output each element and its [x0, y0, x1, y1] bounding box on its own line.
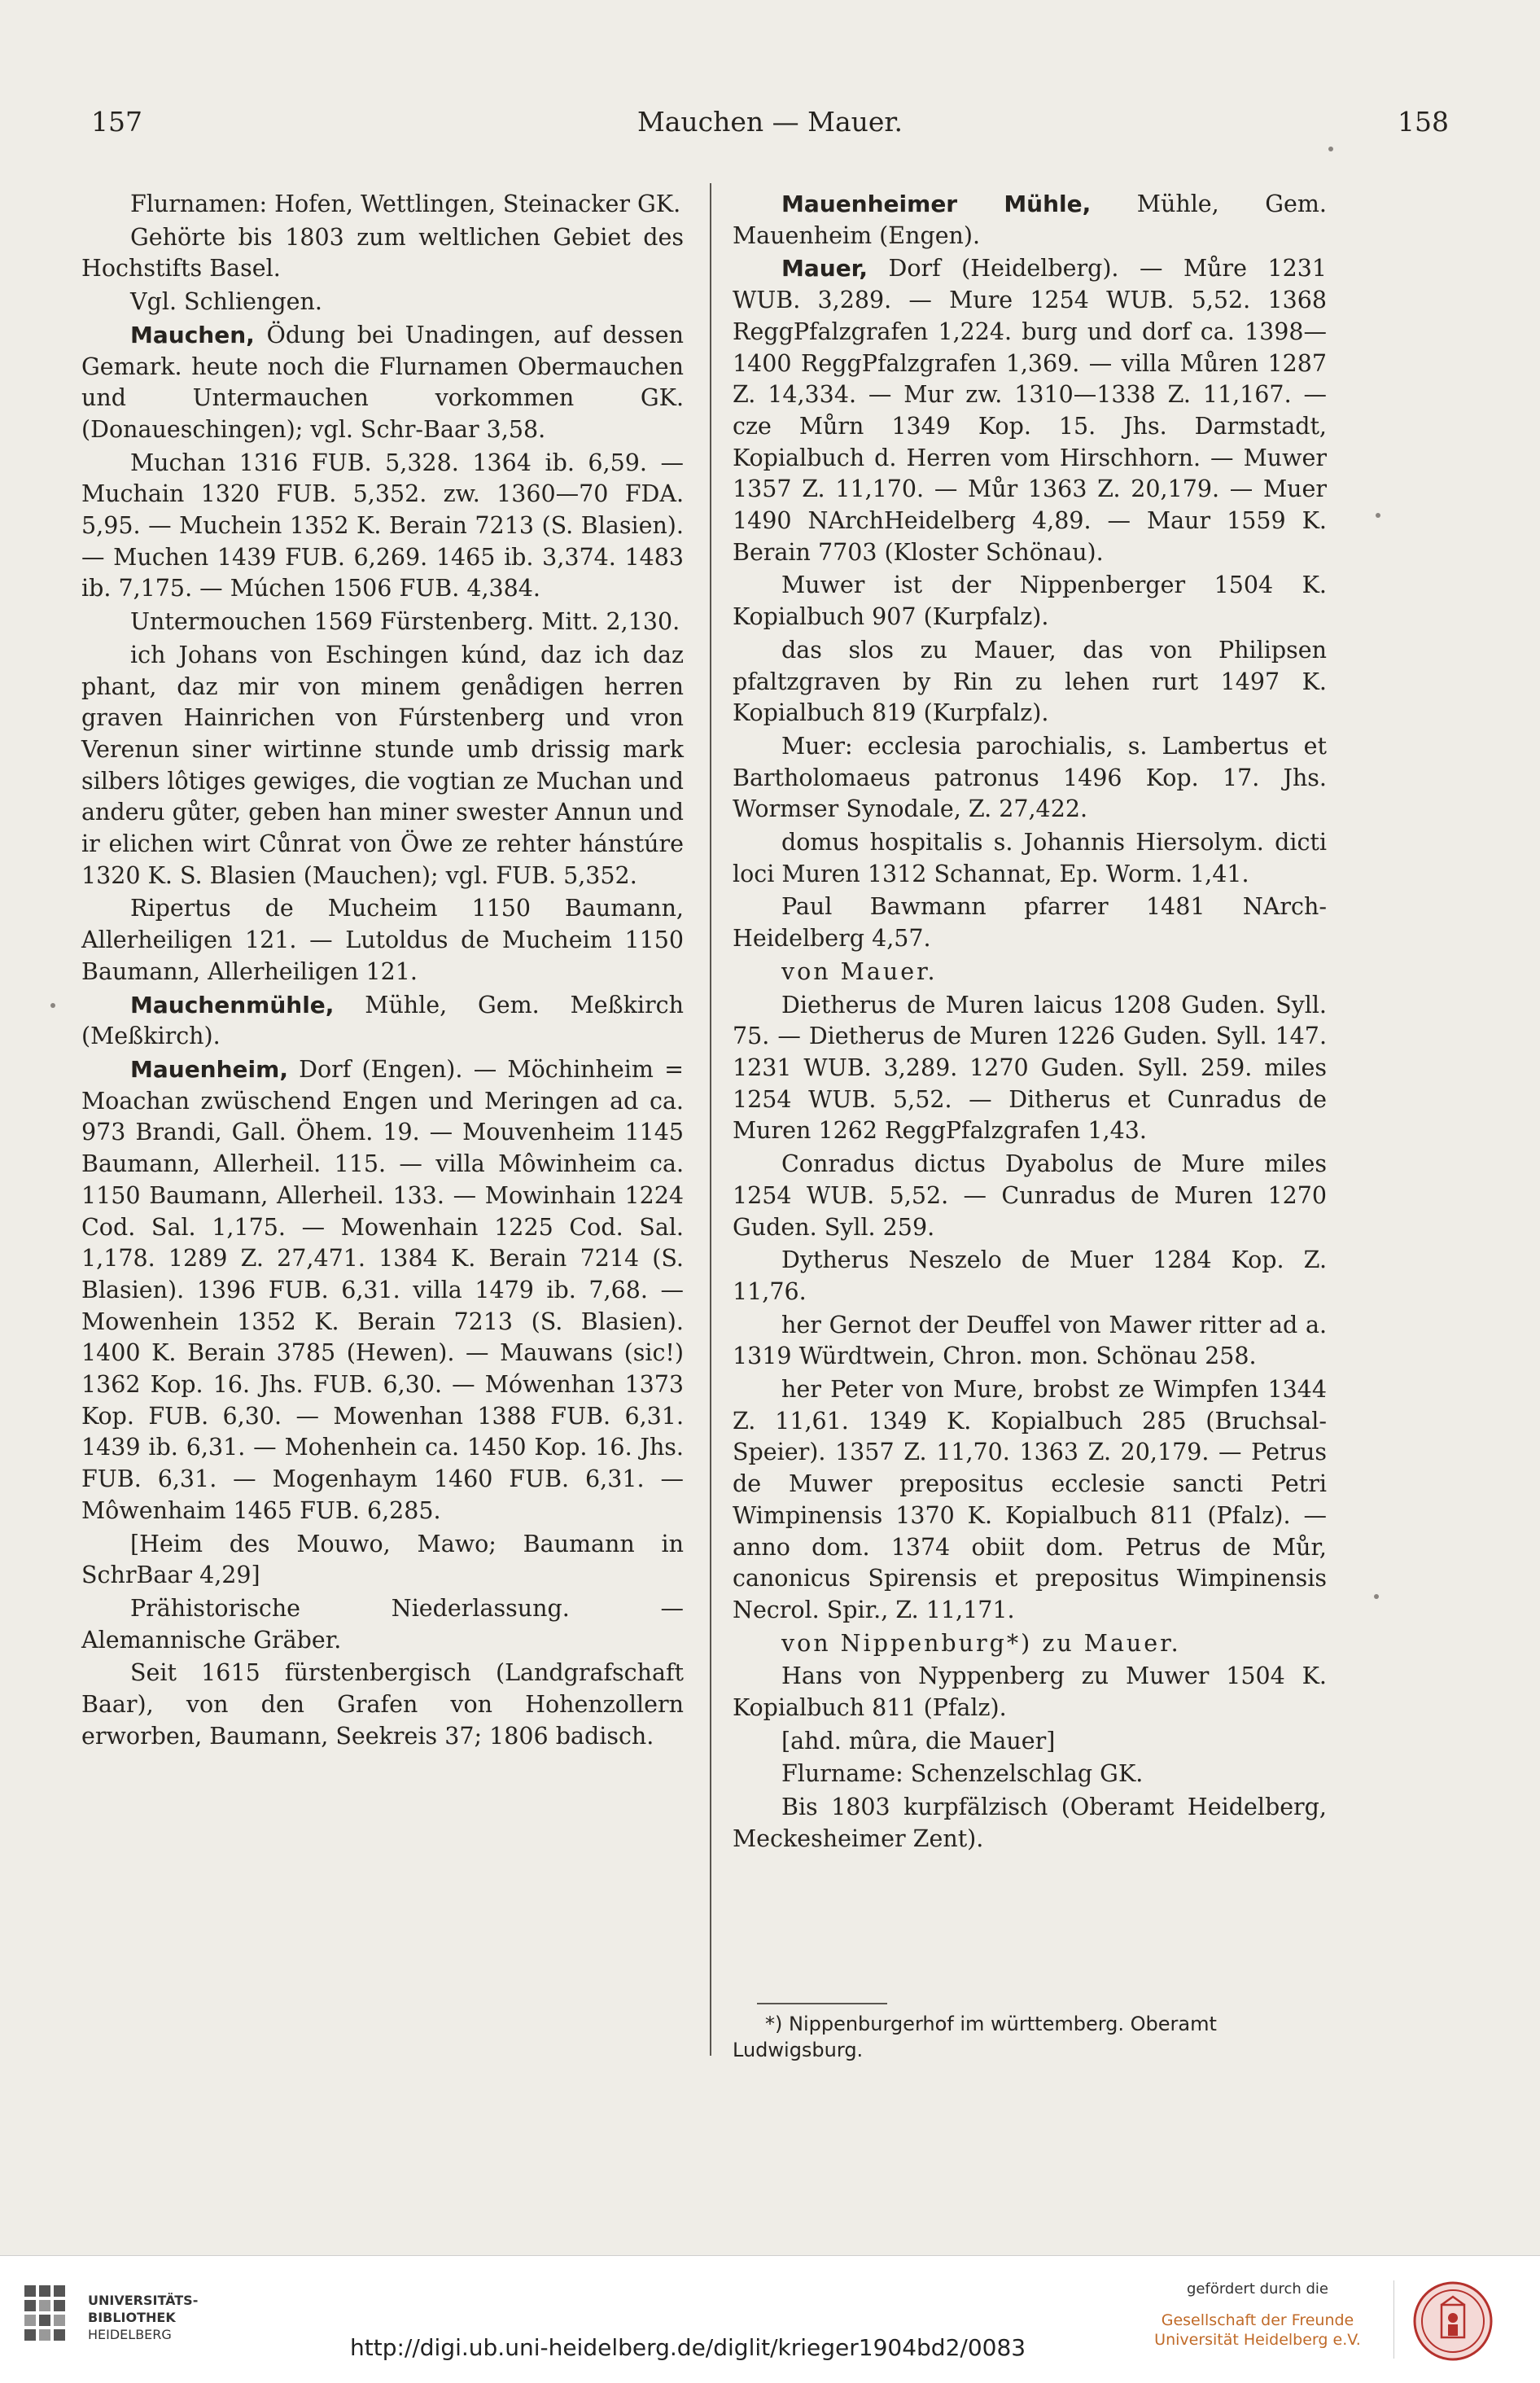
paragraph: Seit 1615 fürstenbergisch (Landgrafschaft Baar), von den Grafen von Hohenzollern erworben, Baumann, Seekreis 37; 1806 badisch.	[81, 1659, 684, 1750]
paragraph: Dytherus Neszelo de Muer 1284 Kop. Z. 11,76.	[733, 1246, 1327, 1305]
paragraph: domus hospitalis s. Johannis Hiersolym. dicti loci Muren 1312 Schannat, Ep. Worm. 1,41.	[733, 829, 1327, 887]
footnote: *) Nippenburgerhof im württemberg. Oberamt Ludwigsburg.	[733, 2013, 1217, 2061]
scan-speck	[1376, 513, 1380, 518]
entry-mauenheim	[81, 1054, 684, 1527]
paragraph: ich Johans von Eschingen kúnd, daz ich daz phant, daz mir von minem genådigen herren graven Hainrichen von Fúrstenberg und vron Verenun siner wirtinne stunde umb drissig mark silbers lôtiges gewiges, die vogtian ze Muchan und anderu gůter, geben han miner swester Annun und ir elichen wirt Cůnrat von Öwe ze rehter hánstúre 1320 K. S. Blasien (Mauchen); vgl. FUB. 5,352.	[81, 641, 684, 889]
scan-speck	[1328, 147, 1333, 151]
paragraph: Gehörte bis 1803 zum weltlichen Gebiet des Hochstifts Basel.	[81, 223, 684, 283]
entry-text: Dorf (Heidelberg). — Můre 1231 WUB. 3,289. — Mure 1254 WUB. 5,52. 1368 ReggPfalzgrafen 1,224. burg und dorf ca. 1398—1400 ReggPfalzgrafen 1,369. — villa Můren 1287 Z. 14,334. — Mur zw. 1310—1338 Z. 11,167. — cze Můrn 1349 Kop. 15. Jhs. Darmstadt, Kopialbuch d. Herren vom Hirschhorn. — Muwer 1357 Z. 11,170. — Můr 1363 Z. 20,179. — Muer 1490 NArchHeidelberg 4,89. — Maur 1559 K. Berain 7703 (Kloster Schönau).	[733, 255, 1327, 566]
headword: Mauenheim,	[130, 1055, 288, 1083]
paragraph: Vgl. Schliengen.	[130, 288, 322, 316]
sponsor-credit	[1140, 2280, 1376, 2350]
viewer-footer	[0, 2255, 1540, 2383]
library-name-line: HEIDELBERG	[88, 2327, 172, 2342]
paragraph: Bis 1803 kurpfälzisch (Oberamt Heidelberg, Meckesheimer Zent).	[733, 1794, 1327, 1852]
entry-text: Dorf (Engen). — Möchinheim = Moachan zwüschend Engen und Meringen ad ca. 973 Brandi, Gall. Öhem. 19. — Mouvenheim 1145 Baumann, Allerheil. 115. — villa Môwinheim ca. 1150 Baumann, Allerheil. 133. — Mowinhain 1224 Cod. Sal. 1,175. — Mowenhain 1225 Cod. Sal. 1,178. 1289 Z. 27,471. 1384 K. Berain 7214 (S. Blasien). 1396 FUB. 6,31. villa 1479 ib. 7,68. — Mowenhein 1352 K. Berain 7213 (S. Blasien). 1400 K. Berain 3785 (Hewen). — Mauwans (sic!) 1362 Kop. 16. Jhs. FUB. 6,30. — Mówenhan 1373 Kop. FUB. 6,30. — Mowenhan 1388 FUB. 6,31. 1439 ib. 6,31. — Mohenhein ca. 1450 Kop. 16. Jhs. FUB. 6,31. — Mogenhaym 1460 FUB. 6,31. — Môwenhaim 1465 FUB. 6,285.	[81, 1055, 684, 1524]
entry-text: Mühle, Gem. Meßkirch (Meßkirch).	[81, 991, 684, 1050]
paragraph: Conradus dictus Dyabolus de Mure miles 1254 WUB. 5,52. — Cunradus de Muren 1270 Guden. Syll. 259.	[733, 1150, 1327, 1241]
paragraph: Untermouchen 1569 Fürstenberg. Mitt. 2,130.	[130, 608, 680, 636]
paragraph: Muer: ecclesia parochialis, s. Lambertus et Bartholomaeus patronus 1496 Kop. 17. Jhs. Wormser Synodale, Z. 27,422.	[733, 732, 1327, 823]
sponsor-name-line: Gesellschaft der Freunde	[1161, 2311, 1354, 2329]
footnote-rule	[757, 2003, 887, 2004]
library-name-line: UNIVERSITÄTS-	[88, 2293, 199, 2308]
running-title: Mauchen — Mauer.	[637, 106, 903, 138]
entry-mauchen	[81, 320, 684, 446]
permalink-url[interactable]: http://digi.ub.uni-heidelberg.de/diglit/krieger1904bd2/0083	[350, 2334, 1026, 2361]
column-divider	[710, 183, 711, 2056]
sponsor-name-line: Universität Heidelberg e.V.	[1154, 2331, 1361, 2349]
paragraph: her Gernot der Deuffel von Mawer ritter ad a. 1319 Würdtwein, Chron. mon. Schönau 258.	[733, 1311, 1327, 1370]
sponsor-intro: gefördert durch die	[1187, 2280, 1328, 2298]
paragraph: Prähistorische Niederlassung. — Alemannische Gräber.	[81, 1594, 684, 1654]
scan-speck	[50, 1003, 55, 1008]
footer-divider	[1393, 2280, 1394, 2359]
left-column	[81, 189, 684, 1754]
section-heading: von Nippenburg*) zu Mauer.	[781, 1629, 1181, 1657]
paragraph: das slos zu Mauer, das von Philipsen pfaltzgraven by Rin zu lehen rurt 1497 K. Kopialbuch 819 (Kurpfalz).	[733, 636, 1327, 727]
entry-mauenheimer-muehle	[733, 189, 1327, 252]
headword: Mauenheimer Mühle,	[781, 191, 1092, 217]
university-seal-icon	[1412, 2280, 1494, 2362]
entry-mauer	[733, 253, 1327, 568]
page-number-right: 158	[1398, 106, 1449, 138]
paragraph: Muwer ist der Nippenberger 1504 K. Kopialbuch 907 (Kurpfalz).	[733, 572, 1327, 631]
page-number-left: 157	[91, 106, 142, 138]
ub-heidelberg-logo-icon	[24, 2285, 78, 2354]
paragraph: [ahd. mûra, die Mauer]	[781, 1727, 1056, 1754]
paragraph: Hans von Nyppenberg zu Muwer 1504 K. Kopialbuch 811 (Pfalz).	[733, 1662, 1327, 1722]
entry-text: Mühle, Gem. Mauenheim (Engen).	[733, 191, 1327, 249]
paragraph: her Peter von Mure, brobst ze Wimpfen 1344 Z. 11,61. 1349 K. Kopialbuch 285 (Bruchsal-Speier). 1357 Z. 11,70. 1363 Z. 20,179. — Petrus de Muwer prepositus ecclesie sancti Petri Wimpinensis 1370 K. Kopialbuch 811 (Pfalz). — anno dom. 1374 obiit dom. Petrus de Můr, canonicus Spirensis et prepositus Wimpinensis Necrol. Spir., Z. 11,171.	[733, 1376, 1327, 1623]
running-head	[0, 106, 1540, 155]
paragraph: Paul Bawmann pfarrer 1481 NArch-Heidelberg 4,57.	[733, 893, 1327, 953]
entry-mauchenmuehle	[81, 990, 684, 1053]
scan-speck	[1374, 1594, 1379, 1599]
right-column	[733, 189, 1327, 1857]
paragraph: Muchan 1316 FUB. 5,328. 1364 ib. 6,59. — Muchain 1320 FUB. 5,352. zw. 1360—70 FDA. 5,95. — Muchein 1352 K. Berain 7213 (S. Blasien). — Muchen 1439 FUB. 6,269. 1465 ib. 3,374. 1483 ib. 7,175. — Múchen 1506 FUB. 4,384.	[81, 449, 684, 602]
headword: Mauchen,	[130, 321, 255, 348]
paragraph: Flurnamen: Hofen, Wettlingen, Steinacker GK.	[130, 191, 681, 217]
headword: Mauer,	[781, 255, 868, 283]
paragraph: [Heim des Mouwo, Mawo; Baumann in SchrBaar 4,29]	[81, 1530, 684, 1589]
paragraph: Flurname: Schenzelschlag GK.	[781, 1760, 1144, 1788]
entry-text: Ödung bei Unadingen, auf dessen Gemark. heute noch die Flurnamen Obermauchen und Untermauchen vorkommen GK. (Donaueschingen); vgl. Schr-Baar 3,58.	[81, 321, 684, 443]
library-name-line: BIBLIOTHEK	[88, 2310, 176, 2325]
headword: Mauchenmühle,	[130, 991, 335, 1018]
section-heading: von Mauer.	[781, 957, 938, 985]
library-name	[88, 2292, 198, 2343]
paragraph: Dietherus de Muren laicus 1208 Guden. Syll. 75. — Dietherus de Muren 1226 Guden. Syll. 147. 1231 WUB. 3,289. 1270 Guden. Syll. 259. miles 1254 WUB. 5,52. — Ditherus et Cunradus de Muren 1262 ReggPfalzgrafen 1,43.	[733, 991, 1327, 1145]
paragraph: Ripertus de Mucheim 1150 Baumann, Allerheiligen 121. — Lutoldus de Mucheim 1150 Baumann, Allerheiligen 121.	[81, 895, 684, 985]
